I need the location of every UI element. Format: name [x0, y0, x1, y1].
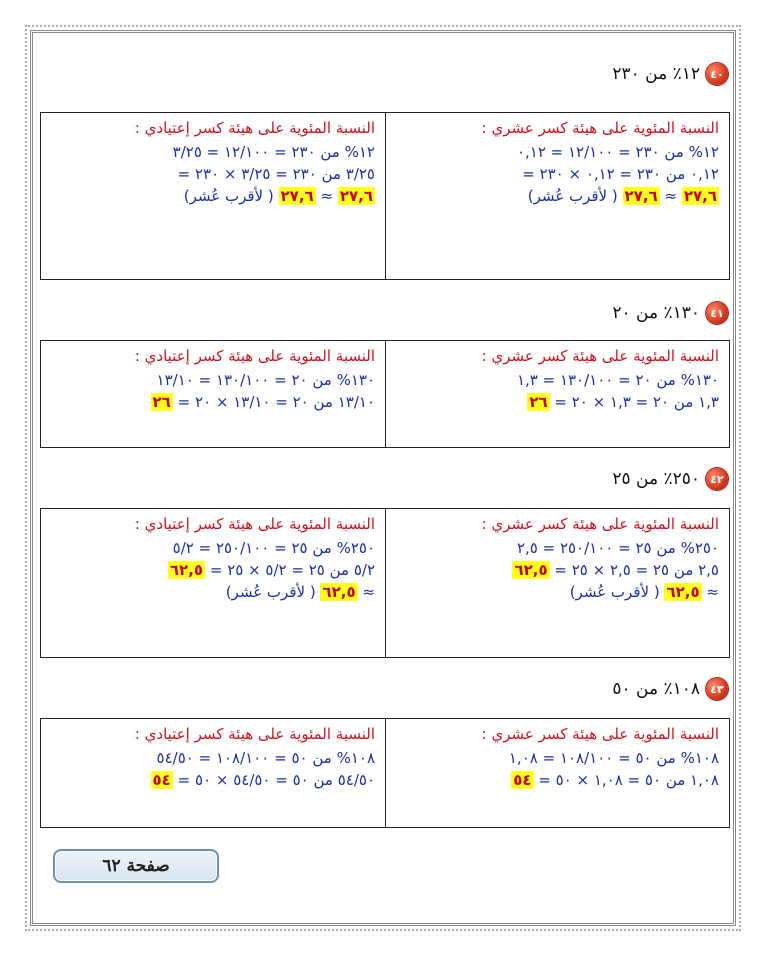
- problem-header: [612, 63, 728, 85]
- answer-highlight: ٦٢,٥: [514, 561, 548, 579]
- solution-line: ١٣/١٠ من ٢٠ = ١٣/١٠ × ٢٠ = ٢٦: [152, 393, 375, 411]
- problem-question: ١٢٪ من ٢٣٠: [612, 64, 700, 84]
- solution-line: ٥/٢ من ٢٥ = ٥/٢ × ٢٥ = ٦٢,٥: [169, 561, 375, 579]
- answer-highlight: ٢٧,٦: [683, 187, 717, 205]
- answer-highlight: ٢٦: [529, 393, 548, 411]
- problem-number-badge: ٤١: [706, 302, 728, 324]
- page-number-label: صفحة ٦٢: [53, 849, 219, 883]
- method-title: النسبة المئوية على هيئة كسر إعتيادي :: [134, 515, 375, 533]
- fraction-method: [41, 341, 385, 447]
- method-title: النسبة المئوية على هيئة كسر إعتيادي :: [134, 119, 375, 137]
- method-title: النسبة المئوية على هيئة كسر عشري :: [481, 119, 719, 137]
- answer-highlight: ٢٧,٦: [624, 187, 658, 205]
- solution-box: [40, 508, 730, 658]
- problem-question: ٢٥٠٪ من ٢٥: [612, 469, 700, 489]
- solution-line: ١,٣ من ٢٠ = ١,٣ × ٢٠ = ٢٦: [529, 393, 719, 411]
- answer-highlight: ٥٤: [513, 771, 532, 789]
- decimal-method: [385, 113, 729, 279]
- solution-line: ٢٧,٦ ≈ ٢٧,٦ ( لأقرب عُشر): [527, 187, 717, 205]
- answer-highlight: ٥٤: [152, 771, 171, 789]
- solution-line: ١٠٨% من ٥٠ = ١٠٨/١٠٠ = ١,٠٨: [508, 749, 719, 767]
- solution-line: ١,٠٨ من ٥٠ = ١,٠٨ × ٥٠ = ٥٤: [513, 771, 719, 789]
- problem-header: [612, 302, 728, 324]
- answer-highlight: ٦٢,٥: [322, 583, 356, 601]
- solution-line: ٢,٥ من ٢٥ = ٢,٥ × ٢٥ = ٦٢,٥: [514, 561, 719, 579]
- problem-number-badge: ٤٣: [706, 678, 728, 700]
- solution-line: ٥٤/٥٠ من ٥٠ = ٥٤/٥٠ × ٥٠ = ٥٤: [152, 771, 375, 789]
- problem-number-badge: ٤٢: [706, 468, 728, 490]
- solution-line: ١٣٠% من ٢٠ = ١٣٠/١٠٠ = ١٣/١٠: [156, 371, 375, 389]
- solution-line: ١٣٠% من ٢٠ = ١٣٠/١٠٠ = ١,٣: [516, 371, 719, 389]
- method-title: النسبة المئوية على هيئة كسر عشري :: [481, 725, 719, 743]
- problem-header: [612, 468, 728, 490]
- problem-question: ١٣٠٪ من ٢٠: [612, 303, 700, 323]
- problem-number-badge: ٤٠: [706, 63, 728, 85]
- decimal-method: [385, 719, 729, 827]
- solution-line: ٢٧,٦ ≈ ٢٧,٦ ( لأقرب عُشر): [183, 187, 373, 205]
- answer-highlight: ٦٢,٥: [169, 561, 204, 579]
- solution-line: ٢٥٠% من ٢٥ = ٢٥٠/١٠٠ = ٥/٢: [172, 539, 375, 557]
- solution-line: ≈ ٦٢,٥ ( لأقرب عُشر): [569, 583, 719, 601]
- answer-highlight: ٦٢,٥: [666, 583, 700, 601]
- problem-header: [612, 678, 728, 700]
- method-title: النسبة المئوية على هيئة كسر إعتيادي :: [134, 725, 375, 743]
- solution-line: ١٢% من ٢٣٠ = ١٢/١٠٠ = ٠,١٢: [516, 143, 719, 161]
- fraction-method: [41, 113, 385, 279]
- solution-line: ٣/٢٥ من ٢٣٠ = ٣/٢٥ × ٢٣٠ =: [177, 165, 375, 183]
- fraction-method: [41, 509, 385, 657]
- decimal-method: [385, 509, 729, 657]
- answer-highlight: ٢٧,٦: [339, 187, 373, 205]
- problem-question: ١٠٨٪ من ٥٠: [612, 679, 700, 699]
- solution-line: ٢٥٠% من ٢٥ = ٢٥٠/١٠٠ = ٢,٥: [516, 539, 719, 557]
- method-title: النسبة المئوية على هيئة كسر إعتيادي :: [134, 347, 375, 365]
- fraction-method: [41, 719, 385, 827]
- method-title: النسبة المئوية على هيئة كسر عشري :: [481, 347, 719, 365]
- answer-highlight: ٢٦: [152, 393, 171, 411]
- solution-box: [40, 718, 730, 828]
- solution-line: ١٠٨% من ٥٠ = ١٠٨/١٠٠ = ٥٤/٥٠: [156, 749, 375, 767]
- method-title: النسبة المئوية على هيئة كسر عشري :: [481, 515, 719, 533]
- solution-line: ٠,١٢ من ٢٣٠ = ٠,١٢ × ٢٣٠ =: [522, 165, 719, 183]
- solution-line: ≈ ٦٢,٥ ( لأقرب عُشر): [225, 583, 375, 601]
- solution-line: ١٢% من ٢٣٠ = ١٢/١٠٠ = ٣/٢٥: [172, 143, 375, 161]
- decimal-method: [385, 341, 729, 447]
- answer-highlight: ٢٧,٦: [280, 187, 314, 205]
- solution-box: [40, 340, 730, 448]
- solution-box: [40, 112, 730, 280]
